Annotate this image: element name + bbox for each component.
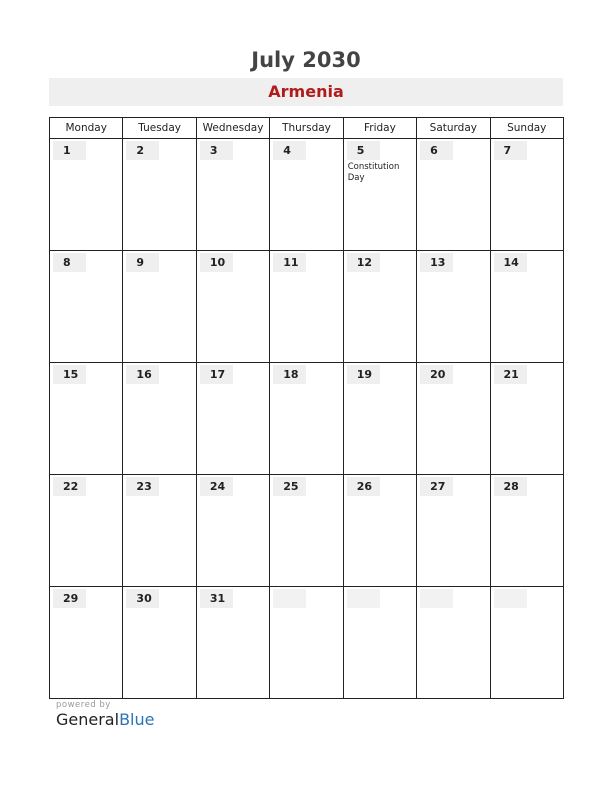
- day-number: 10: [200, 253, 233, 272]
- day-cell: [270, 251, 343, 363]
- day-cell: [490, 475, 563, 587]
- day-cell: [50, 475, 123, 587]
- day-cell: [343, 251, 416, 363]
- calendar-week-row: [50, 475, 564, 587]
- day-number: 6: [420, 141, 453, 160]
- day-number: [347, 589, 380, 608]
- day-cell: [270, 587, 343, 699]
- day-cell: [123, 587, 196, 699]
- day-number: 27: [420, 477, 453, 496]
- day-number: 26: [347, 477, 380, 496]
- day-number: 31: [200, 589, 233, 608]
- day-cell: [490, 587, 563, 699]
- weekday-header: Friday: [343, 118, 416, 139]
- day-cell: [123, 363, 196, 475]
- day-cell: [196, 587, 269, 699]
- day-cell: [490, 139, 563, 251]
- generalblue-logo[interactable]: [56, 710, 154, 729]
- weekday-header-row: [50, 118, 564, 139]
- day-number: 14: [494, 253, 527, 272]
- weekday-header: Sunday: [490, 118, 563, 139]
- weekday-header: Saturday: [417, 118, 490, 139]
- day-number: 4: [273, 141, 306, 160]
- day-number: 5: [347, 141, 380, 160]
- calendar-week-row: [50, 251, 564, 363]
- day-cell: [196, 139, 269, 251]
- day-cell: [50, 363, 123, 475]
- day-number: 13: [420, 253, 453, 272]
- day-cell: [417, 139, 490, 251]
- day-number: 7: [494, 141, 527, 160]
- day-number: 30: [126, 589, 159, 608]
- calendar-grid: [49, 117, 564, 699]
- day-number: 24: [200, 477, 233, 496]
- day-number: 12: [347, 253, 380, 272]
- day-cell: [50, 587, 123, 699]
- day-number: [273, 589, 306, 608]
- day-cell: [343, 139, 416, 251]
- day-cell: [417, 475, 490, 587]
- footer-branding: [56, 700, 154, 729]
- calendar-week-row: [50, 587, 564, 699]
- powered-by-text: powered by: [56, 700, 111, 710]
- day-cell: [50, 251, 123, 363]
- day-number: 25: [273, 477, 306, 496]
- day-number: 18: [273, 365, 306, 384]
- day-cell: [343, 587, 416, 699]
- day-cell: [196, 475, 269, 587]
- day-number: 1: [53, 141, 86, 160]
- day-cell: [123, 251, 196, 363]
- day-number: 2: [126, 141, 159, 160]
- brand-general: General: [56, 710, 120, 729]
- day-cell: [270, 139, 343, 251]
- day-cell: [417, 587, 490, 699]
- day-number: 15: [53, 365, 86, 384]
- holiday-label: Constitution Day: [347, 162, 400, 183]
- day-cell: [123, 139, 196, 251]
- day-number: 22: [53, 477, 86, 496]
- day-cell: [270, 363, 343, 475]
- weekday-header: Thursday: [270, 118, 343, 139]
- calendar-week-row: [50, 363, 564, 475]
- day-number: 28: [494, 477, 527, 496]
- day-number: 29: [53, 589, 86, 608]
- day-number: 16: [126, 365, 159, 384]
- day-cell: [196, 251, 269, 363]
- day-cell: [343, 475, 416, 587]
- day-number: 21: [494, 365, 527, 384]
- day-number: [420, 589, 453, 608]
- country-name: Armenia: [268, 82, 344, 101]
- day-number: 3: [200, 141, 233, 160]
- day-cell: [196, 363, 269, 475]
- day-cell: [270, 475, 343, 587]
- day-number: 17: [200, 365, 233, 384]
- day-number: 19: [347, 365, 380, 384]
- day-cell: [417, 363, 490, 475]
- day-number: 23: [126, 477, 159, 496]
- day-number: 9: [126, 253, 159, 272]
- day-cell: [417, 251, 490, 363]
- day-cell: [123, 475, 196, 587]
- country-banner: [49, 78, 563, 106]
- day-number: 8: [53, 253, 86, 272]
- day-cell: [490, 251, 563, 363]
- calendar-week-row: [50, 139, 564, 251]
- day-number: 20: [420, 365, 453, 384]
- calendar-title: July 2030: [251, 48, 361, 72]
- weekday-header: Wednesday: [196, 118, 269, 139]
- day-cell: [490, 363, 563, 475]
- weekday-header: Tuesday: [123, 118, 196, 139]
- day-cell: [50, 139, 123, 251]
- day-number: 11: [273, 253, 306, 272]
- brand-blue: Blue: [119, 710, 155, 729]
- weekday-header: Monday: [50, 118, 123, 139]
- day-cell: [343, 363, 416, 475]
- day-number: [494, 589, 527, 608]
